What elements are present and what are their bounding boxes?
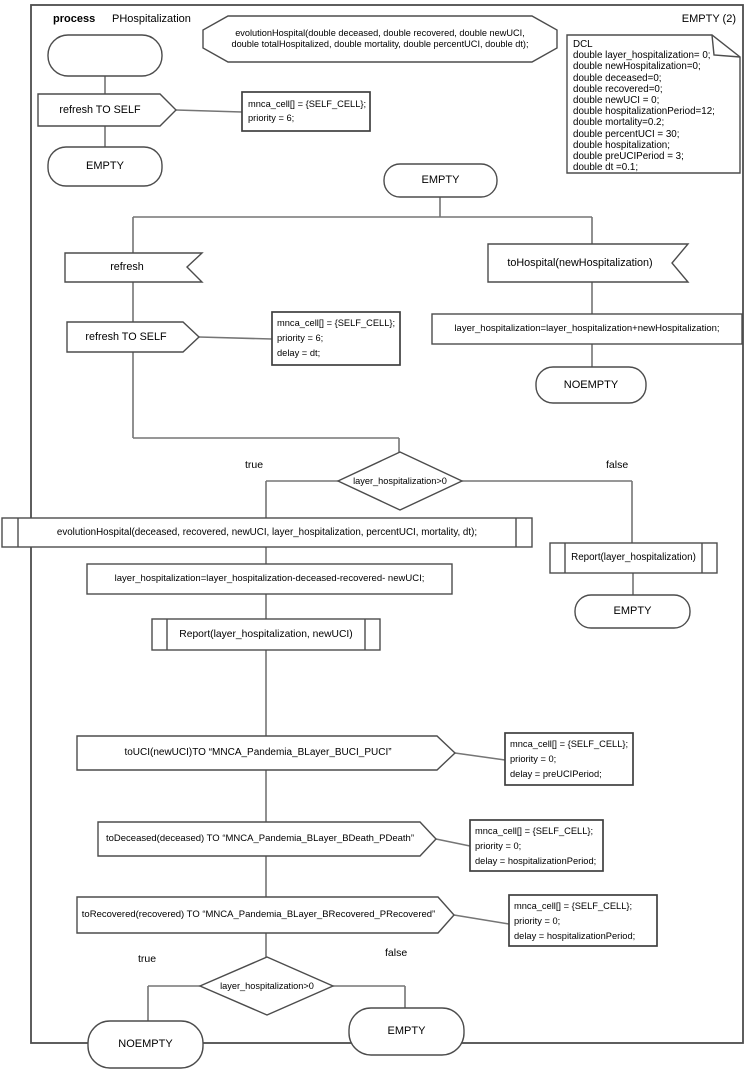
dcl-line: double hospitalization; [573,139,670,151]
process-name-label: PHospitalization [112,13,191,25]
connector-line [454,915,509,924]
node-comment-refresh-loop[interactable] [277,316,395,361]
comment-line: priority = 6; [277,333,324,343]
procedure-signature-line: double totalHospitalized, double mortality, double percentUCI, double dt); [231,39,529,49]
dcl-line: double layer_hospitalization= 0; [573,50,711,62]
dcl-line: double newUCI = 0; [573,95,660,107]
node-send-to-deceased[interactable]: toDeceased(deceased) TO “MNCA_Pandemia_BLayer_BDeath_PDeath” [105,832,415,844]
decision-bottom-false-label: false [385,947,408,959]
node-send-to-uci[interactable]: toUCI(newUCI)TO “MNCA_Pandemia_BLayer_BUCI_PUCI” [124,747,392,759]
node-send-refresh-self-top[interactable]: refresh TO SELF [59,103,141,116]
node-comment-to-recovered[interactable] [514,899,635,944]
comment-line: mnca_cell[] = {SELF_CELL}; [514,901,633,911]
node-task-add-hospitalization[interactable]: layer_hospitalization=layer_hospitalization+newHospitalization; [454,322,720,334]
procedure-signature-line: evolutionHospital(double deceased, double recovered, double newUCI, [235,28,525,39]
node-state-empty-left[interactable]: EMPTY [86,160,124,173]
node-call-report-newuci[interactable]: Report(layer_hospitalization, newUCI) [179,628,353,640]
connector-line [199,337,272,339]
comment-line: mnca_cell[] = {SELF_CELL}; [510,739,629,749]
connector-line [455,753,505,760]
node-state-empty-false[interactable]: EMPTY [613,605,652,618]
node-task-subtract[interactable]: layer_hospitalization=layer_hospitalization-deceased-recovered- newUCI; [114,572,425,584]
dcl-line: double preUCIPeriod = 3; [573,151,684,163]
comment-line: priority = 6; [248,113,295,123]
decision-top-true-label: true [245,459,264,471]
connector-line [176,110,242,112]
comment-line: delay = hospitalizationPeriod; [514,931,636,941]
comment-line: delay = hospitalizationPeriod; [475,856,597,866]
comment-line: mnca_cell[] = {SELF_CELL}; [475,826,594,836]
dcl-line: double dt =0.1; [573,162,639,174]
comment-line: mnca_cell[] = {SELF_CELL}; [248,99,367,109]
dcl-line: double recovered=0; [573,83,663,95]
comment-refresh-top-text [248,97,366,125]
node-receive-to-hospital[interactable]: toHospital(newHospitalization) [507,256,653,269]
comment-line: delay = preUCIPeriod; [510,769,602,779]
node-comment-to-deceased[interactable] [475,824,596,869]
node-comment-to-uci[interactable] [510,737,628,782]
comment-line: priority = 0; [514,916,561,926]
node-decision-top[interactable]: layer_hospitalization>0 [353,475,447,486]
comment-line: priority = 0; [475,841,522,851]
node-state-noempty-right[interactable]: NOEMPTY [563,378,619,391]
node-call-evolution-hospital[interactable]: evolutionHospital(deceased, recovered, newUCI, layer_hospitalization, percentUCI, mortality, dt); [56,526,478,538]
shape-start-state [48,35,162,76]
node-state-empty-bottom[interactable]: EMPTY [387,1025,426,1038]
dcl-line: DCL [573,39,593,50]
dcl-line: double percentUCI = 30; [573,128,680,140]
node-decision-bottom[interactable]: layer_hospitalization>0 [220,980,314,991]
decision-bottom-true-label: true [138,953,157,965]
node-receive-refresh[interactable]: refresh [110,261,144,274]
node-state-empty-main[interactable]: EMPTY [421,174,460,187]
comment-line: priority = 0; [510,754,557,764]
node-state-noempty-bottom[interactable]: NOEMPTY [118,1038,173,1051]
dcl-line: double deceased=0; [573,72,662,84]
dcl-line: double mortality=0.2; [573,117,665,129]
dcl-line: double hospitalizationPeriod=12; [573,106,715,118]
comment-line: delay = dt; [277,348,321,358]
connector-line [436,839,470,846]
corner-state-label: EMPTY (2) [681,13,736,25]
decision-top-false-label: false [606,459,629,471]
node-send-to-recovered[interactable]: toRecovered(recovered) TO “MNCA_Pandemia_BLayer_BRecovered_PRecovered” [81,908,436,920]
comment-line: mnca_cell[] = {SELF_CELL}; [277,318,396,328]
dcl-line: double newHospitalization=0; [573,61,701,73]
node-send-refresh-self-loop[interactable]: refresh TO SELF [85,330,167,343]
node-dcl-declarations[interactable] [573,39,715,173]
node-procedure-signature[interactable] [208,17,552,61]
node-call-report[interactable]: Report(layer_hospitalization) [571,552,696,564]
process-kind-label: process [53,13,96,25]
